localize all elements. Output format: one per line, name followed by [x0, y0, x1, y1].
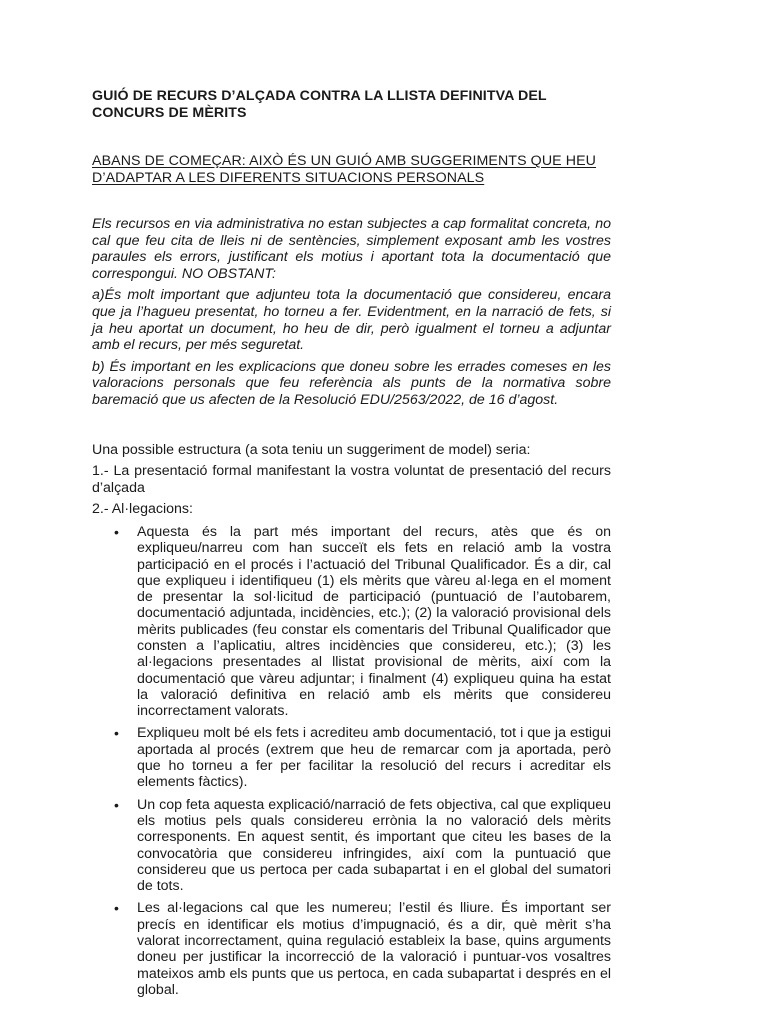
list-item: [92, 797, 611, 895]
list-item-text: Aquesta és la part més important del recurs, atès que és on expliqueu/narreu com han succeït els fets en relació amb la vostra participació en el procés i l’actuació del Tribunal Qualificador. És a dir, cal que expliqueu i identifiqueu (1) els mèrits que vàreu al·lega en el moment de presentar la sol·licitud de participació (puntuació de l’autobarem, documentació adjuntada, incidències, etc.); (2) la valoració provisional dels mèrits publicades (feu constar els comentaris del Tribunal Qualificador que consten a l’aplicatiu, altres incidències que considereu, etc.); (3) les al·legacions presentades al llistat provisional de mèrits, així com la documentació que vàreu adjuntar; i finalment (4) expliqueu quina ha estat la valoració definitiva en relació amb els mèrits que considereu incorrectament valorats.: [137, 523, 611, 720]
structure-intro: Una possible estructura (a sota teniu un suggeriment de model) seria:: [92, 441, 531, 458]
document-body: [92, 88, 611, 998]
bullet-icon: •: [114, 523, 119, 540]
list-item: [92, 900, 611, 998]
bullet-icon: •: [114, 796, 119, 813]
list-item: [92, 725, 611, 790]
intro-paragraph: Els recursos en via administrativa no estan subjectes a cap formalitat concreta, no cal que feu cita de lleis ni de sentències, simplement exposant amb les vostres paraules els errors, justificant els motius i aportant tota la documentació que correspongui. NO OBSTANT:: [92, 216, 611, 282]
point-b-paragraph: b) És important en les explicacions que doneu sobre les errades comeses en les valoracions personals que feu referència als punts de la normativa sobre baremació que us afecten de la Resolució EDU/2563/2022, de 16 d’agost.: [92, 358, 611, 408]
structure-item-2: 2.- Al·legacions:: [92, 501, 193, 518]
bullet-icon: •: [114, 725, 119, 742]
list-item: [92, 524, 611, 720]
bullet-icon: •: [114, 900, 119, 917]
point-a-paragraph: a)És molt important que adjunteu tota la documentació que considereu, encara que ja l’hagueu presentat, ho torneu a fer. Evidentment, en la narració de fets, si ja heu aportat un document, ho heu de dir, però igualment el torneu a adjuntar amb el recurs, per més seguretat.: [92, 287, 611, 354]
list-item-text: Les al·legacions cal que les numereu; l’estil és lliure. És important ser precís en identificar els motius d’impugnació, és a dir, què mèrit s’ha valorat incorrectament, quina regulació estableix la base, quins arguments doneu per justificar la incorrecció de la valoració i puntuar-vos vosaltres mateixos amb els punts que us pertoca, en cada subapartat i després en el global.: [137, 900, 611, 998]
structure-item-1: 1.- La presentació formal manifestant la vostra voluntat de presentació del recurs d’alçada: [92, 463, 611, 496]
list-item-text: Un cop feta aquesta explicació/narració de fets objectiva, cal que expliqueu els motius pels quals considereu errònia la no valoració dels mèrits corresponents. En aquest sentit, és important que citeu les bases de la convocatòria que considereu infringides, així com la puntuació que considereu que us pertoca per cada subapartat i en el global del sumatori de tots.: [137, 796, 611, 895]
allegations-list: [92, 524, 611, 998]
list-item-text: Expliqueu molt bé els fets i acrediteu amb documentació, tot i que ja estigui aportada al procés (extrem que heu de remarcar com ja aportada, però que ho torneu a fer per facilitar la resolució del recurs i acreditar els elements fàctics).: [137, 725, 611, 791]
document-title: GUIÓ DE RECURS D’ALÇADA CONTRA LA LLISTA DEFINITVA DEL CONCURS DE MÈRITS: [92, 88, 547, 121]
document-subtitle: ABANS DE COMEÇAR: AIXÒ ÉS UN GUIÓ AMB SUGGERIMENTS QUE HEU D’ADAPTAR A LES DIFERENTS SITUACIONS PERSONALS: [92, 153, 597, 186]
